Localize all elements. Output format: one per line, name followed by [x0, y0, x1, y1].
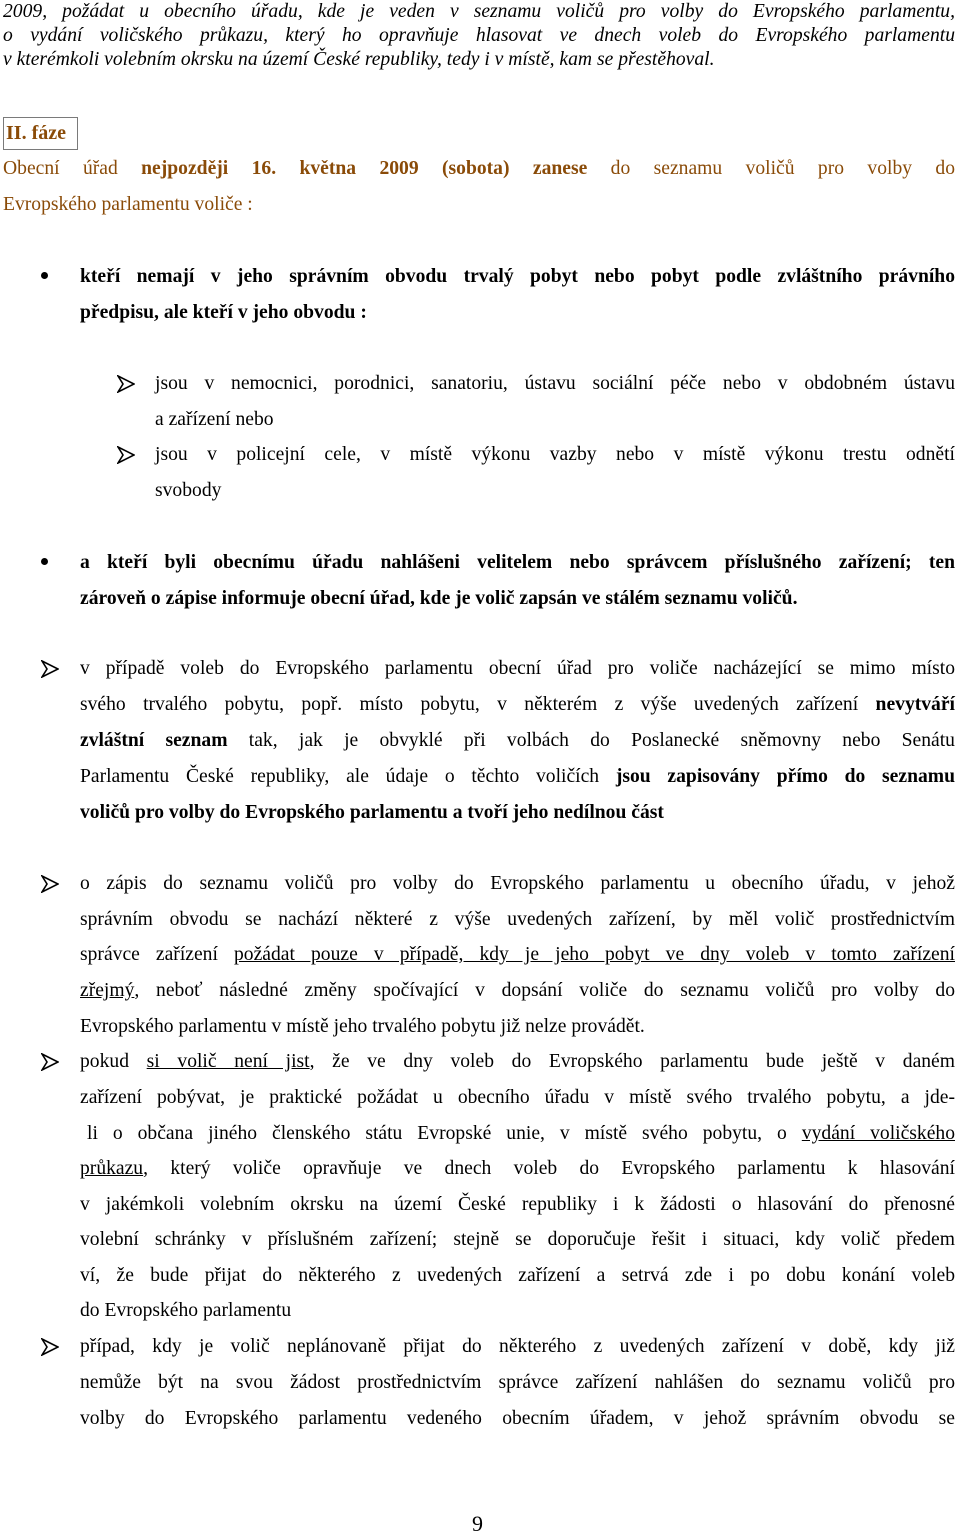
bullet1-line-2: předpisu, ale kteří v jeho obvodu :	[80, 302, 367, 323]
arrow-bullet-icon	[41, 1338, 59, 1356]
bullet-dot-icon	[41, 558, 48, 565]
arrow1-line-4	[80, 765, 955, 789]
sub-a-line-1: jsou v nemocnici, porodnici, sanatoriu, ústavu sociální péče nebo v obdobném ústavu	[155, 373, 955, 394]
phase-lead-line-1	[3, 157, 955, 181]
arrow4-line-2: nemůže být na svou žádost prostřednictvím správce zařízení nahlášen do seznamu voličů pro	[80, 1372, 955, 1393]
sub-b-line-1: jsou v policejní cele, v místě výkonu vazby nebo v místě výkonu trestu odnětí	[155, 444, 955, 465]
intro-line-1: 2009, požádat u obecního úřadu, kde je veden v seznamu voličů pro volby do Evropského parlamentu,	[3, 1, 955, 22]
arrow3-line-7: ví, že bude přijat do některého z uvedených zařízení a setrvá zde i po dobu konání voleb	[80, 1265, 955, 1286]
arrow1-l2b: nevytváří	[875, 694, 955, 715]
arrow2-line-3	[80, 943, 955, 967]
bullet2-line-1: a kteří byli obecnímu úřadu nahlášeni velitelem nebo správcem příslušného zařízení; ten	[80, 552, 955, 573]
intro-line-2: o vydání voličského průkazu, který ho opravňuje hlasovat ve dnech voleb do Evropského parlamentu	[3, 25, 955, 46]
arrow2-line-5: Evropského parlamentu v místě jeho trvalého pobytu již nelze provádět.	[80, 1016, 645, 1037]
phase-lead-a: Obecní úřad	[3, 158, 142, 179]
arrow1-l3b: tak, jak je obvyklé při volbách do Poslanecké sněmovny nebo Senátu	[227, 730, 955, 751]
phase-lead-line-2: Evropského parlamentu voliče :	[3, 194, 253, 215]
arrow3-l4a: průkazu	[80, 1158, 144, 1179]
arrow2-l3a: správce zařízení	[80, 944, 234, 965]
arrow3-l1c: , že ve dny voleb do Evropského parlamentu bude ještě v daném	[309, 1051, 955, 1072]
page-number: 9	[472, 1511, 483, 1536]
arrow1-line-1: v případě voleb do Evropského parlamentu obecní úřad pro voliče nacházející se mimo místo	[80, 658, 955, 679]
arrow-bullet-icon	[117, 375, 135, 393]
phase-heading: II. fáze	[6, 122, 66, 144]
arrow1-l4b: jsou zapisovány přímo do seznamu	[615, 766, 955, 787]
arrow1-line-5: voličů pro volby do Evropského parlamentu a tvoří jeho nedílnou část	[80, 802, 664, 823]
arrow-bullet-icon	[117, 446, 135, 464]
arrow2-l3b: požádat pouze v případě, kdy je jeho pobyt ve dny voleb v tomto zařízení	[234, 944, 955, 965]
arrow2-line-4	[80, 979, 955, 1003]
sub-b-line-2: svobody	[155, 480, 222, 501]
arrow3-line-4	[80, 1157, 955, 1181]
arrow1-line-3	[80, 729, 955, 753]
arrow3-line-5: v jakémkoli volebním okrsku na území České republiky i k žádosti o hlasování do přenosné	[80, 1194, 955, 1215]
arrow3-l1a: pokud	[80, 1051, 147, 1072]
arrow1-l2a: svého trvalého pobytu, popř. místo pobytu, v některém z výše uvedených zařízení	[80, 694, 876, 715]
arrow4-line-1: případ, kdy je volič neplánovaně přijat do některého z uvedených zařízení v době, kdy již	[80, 1336, 955, 1357]
arrow2-l4a: zřejmý	[80, 980, 135, 1001]
arrow-bullet-icon	[41, 1053, 59, 1071]
arrow3-l4b: , který voliče opravňuje ve dnech voleb do Evropského parlamentu k hlasování	[143, 1158, 955, 1179]
arrow2-l4b: , neboť následné změny spočívající v dopsání voliče do seznamu voličů pro volby do	[134, 980, 955, 1001]
arrow-bullet-icon	[41, 660, 59, 678]
bullet2-line-2: zároveň o zápise informuje obecní úřad, kde je volič zapsán ve stálém seznamu voličů.	[80, 588, 798, 609]
arrow3-line-8: do Evropského parlamentu	[80, 1300, 292, 1321]
phase-lead-deadline: nejpozději 16. května 2009 (sobota) zanese	[141, 158, 588, 179]
bullet1-line-1: kteří nemají v jeho správním obvodu trvalý pobyt nebo pobyt podle zvláštního právního	[80, 266, 955, 287]
arrow3-line-3	[87, 1122, 955, 1146]
arrow3-line-1	[80, 1050, 955, 1074]
bullet-dot-icon	[41, 272, 48, 279]
arrow2-line-2: správním obvodu se nachází některé z výše uvedených zařízení, by měl volič prostřednictvím	[80, 909, 955, 930]
arrow4-line-3: volby do Evropského parlamentu vedeného obecním úřadem, v jehož správním obvodu se	[80, 1408, 955, 1429]
intro-line-3: v kterémkoli volebním okrsku na území České republiky, tedy i v místě, kam se přestěhoval.	[3, 49, 715, 70]
arrow3-l3a: li o občana jiného členského státu Evropské unie, v místě svého pobytu, o	[87, 1123, 802, 1144]
arrow3-line-2: zařízení pobývat, je praktické požádat u obecního úřadu v místě svého trvalého pobytu, a jde-	[80, 1087, 955, 1108]
arrow2-line-1: o zápis do seznamu voličů pro volby do Evropského parlamentu u obecního úřadu, v jehož	[80, 873, 955, 894]
arrow1-l4a: Parlamentu České republiky, ale údaje o těchto voličích	[80, 766, 616, 787]
arrow3-l3b: vydání voličského	[801, 1123, 955, 1144]
phase-lead-c: do seznamu voličů pro volby do	[587, 158, 956, 179]
arrow3-l1b: si volič není jist	[146, 1051, 310, 1072]
arrow1-line-2	[80, 693, 955, 717]
arrow1-l3a: zvláštní seznam	[80, 730, 228, 751]
sub-a-line-2: a zařízení nebo	[155, 409, 274, 430]
arrow-bullet-icon	[41, 875, 59, 893]
arrow3-line-6: volební schránky v příslušném zařízení; stejně se doporučuje řešit i situaci, kdy volič předem	[80, 1229, 955, 1250]
